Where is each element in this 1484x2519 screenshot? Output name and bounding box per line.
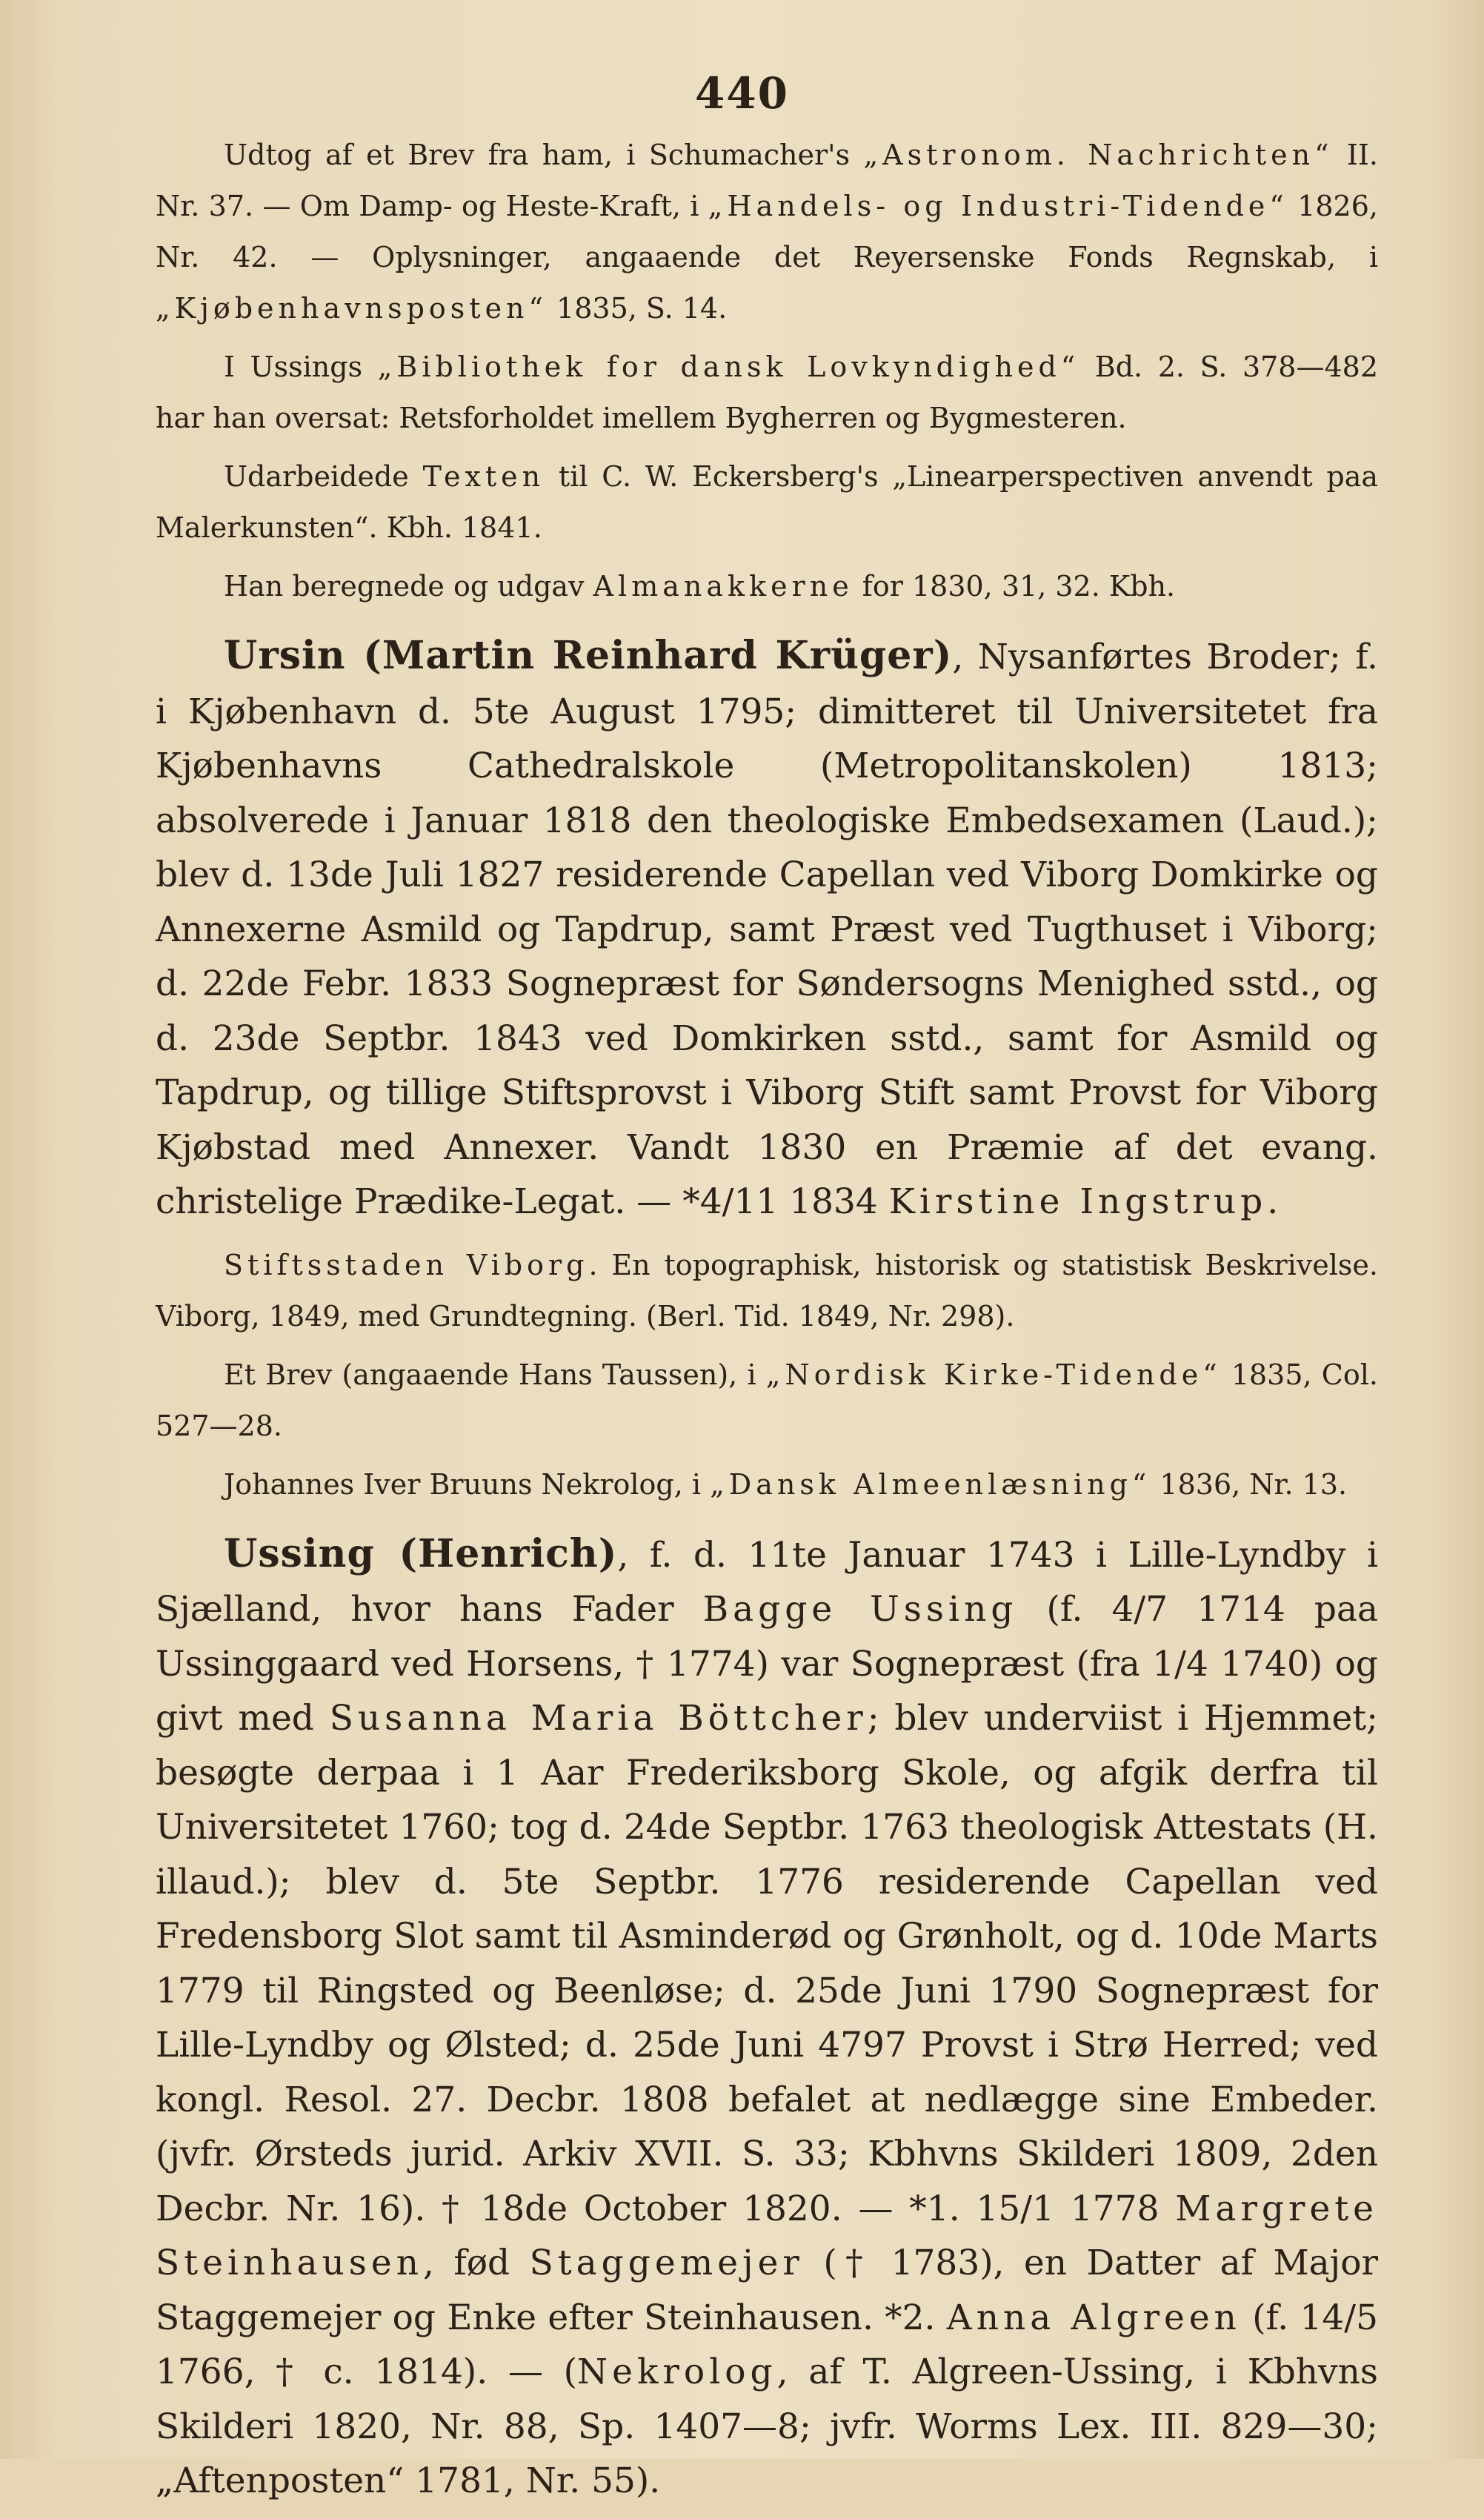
page-body xyxy=(156,130,1378,2519)
spaced-title: „Nordisk Kirke-Tidende“ xyxy=(765,1358,1222,1391)
entry-paragraph xyxy=(156,628,1378,1229)
text-run: Bd. 2. S. 378—482 har han oversat: Retsforholdet imellem Bygherren og Bygmesteren. xyxy=(156,351,1379,434)
text-run: Udtog af et Brev fra ham, i Schumacher's xyxy=(224,139,864,171)
text-run: Johannes Iver Bruuns Nekrolog, i xyxy=(224,1467,711,1501)
paragraph xyxy=(156,561,1378,612)
father-name: Bagge Ussing xyxy=(702,1589,1018,1630)
entry-headword: Ursin (Martin Reinhard Krüger) xyxy=(224,633,953,678)
nekrolog-label: Nekrolog xyxy=(577,2352,777,2392)
text-run: Han beregnede og udgav xyxy=(224,570,593,603)
text-run: II. Nr. 37. — Om Damp- og Heste-Kraft, i xyxy=(156,139,1378,222)
spouse-name: Margrete Steinhausen xyxy=(156,2188,1378,2283)
spaced-title: „Bibliothek for dansk Lovkyndighed“ xyxy=(377,351,1080,383)
text-run: 1836, Nr. 13. xyxy=(1151,1467,1348,1501)
spaced-title: Almanakkerne xyxy=(593,570,854,603)
spaced-title: „Astronom. Nachrichten“ xyxy=(863,139,1334,171)
spaced-title: „Handels- og Industri-Tidende“ xyxy=(708,190,1288,222)
page-number: 440 xyxy=(694,68,790,119)
text-run: til C. W. Eckersberg's „Linearperspectiven anvendt paa Malerkunsten“. Kbh. 1841. xyxy=(156,460,1379,544)
paragraph xyxy=(156,1459,1378,1510)
spouse-name: Kirstine Ingstrup xyxy=(888,1181,1268,1222)
spaced-title: „Kjøbenhavnsposten“ xyxy=(156,292,548,325)
text-run: 1826, Nr. 42. — Oplysninger, angaaende det Reyersenske Fonds Regnskab, i xyxy=(156,190,1378,273)
ussing-entry xyxy=(156,1527,1378,2509)
ursin-entry xyxy=(156,628,1378,1229)
text-run: . En topographisk, historisk og statistisk Beskrivelse. Viborg, 1849, med Grundtegning. (Berl. Tid. 1849, Nr. 298). xyxy=(156,1248,1378,1332)
text-run: Udarbeidede xyxy=(224,460,423,493)
paragraph xyxy=(156,342,1378,444)
entry-paragraph xyxy=(156,1527,1378,2509)
paragraph xyxy=(156,130,1378,334)
spouse-name: Anna Algreen xyxy=(946,2297,1241,2338)
paragraph xyxy=(156,1350,1378,1452)
ursin-works xyxy=(156,1240,1378,1510)
entry-text: , af T. Algreen-Ussing, i Kbhvns Skilderi 1820, Nr. 88, Sp. 1407—8; jvfr. Worms Lex. III. 829—30; „Aftenposten“ 1781, Nr. 55). xyxy=(156,2352,1378,2501)
intro-bibliography xyxy=(156,130,1378,612)
text-run: 1835, Col. 527—28. xyxy=(156,1358,1378,1442)
spaced-title: Texten xyxy=(422,460,545,493)
text-run: for 1830, 31, 32. Kbh. xyxy=(853,570,1176,603)
entry-text: , fød xyxy=(422,2243,530,2283)
text-run: 1835, S. 14. xyxy=(547,292,728,325)
entry-text: , Nysanførtes Broder; f. i Kjøbenhavn d. 5te August 1795; dimitteret til Universitetet fra Kjøbenhavns Cathedralskole (Metropolitanskolen) 1813; absolverede i Januar 1818 den theologiske Embedsexamen (Laud.); blev d. 13de Juli 1827 residerende Capellan ved Viborg Domkirke og Annexerne Asmild og Tapdrup, samt Præst ved Tugthuset i Viborg; d. 22de Febr. 1833 Sognepræst for Søndersogns Menighed sstd., og d. 23de Septbr. 1843 ved Domkirken sstd., samt for Asmild og Tapdrup, og tillige Stiftsprovst i Viborg Stift samt Provst for Viborg Kjøbstad med Annexer. Vandt 1830 en Præmie af det evang. christelige Prædike-Legat. — *4/11 1834 xyxy=(156,637,1378,1222)
mother-name: Susanna Maria Böttcher xyxy=(329,1698,868,1739)
entry-text: (f. 14/5 1766, † c. 1814). — ( xyxy=(156,2297,1378,2392)
spaced-title: Stiftsstaden Viborg xyxy=(224,1248,589,1281)
entry-text: , f. d. 11te Januar 1743 i Lille-Lyndby i Sjælland, hvor hans Fader xyxy=(156,1534,1378,1630)
paragraph xyxy=(156,1240,1378,1342)
entry-text-end: . xyxy=(1267,1181,1279,1222)
spaced-title: „Dansk Almeenlæsning“ xyxy=(710,1467,1151,1501)
text-run: Et Brev (angaaende Hans Taussen), i xyxy=(224,1358,766,1391)
entry-text: ; blev underviist i Hjemmet; besøgte derpaa i 1 Aar Frederiksborg Skole, og afgik derfra til Universitetet 1760; tog d. 24de Septbr. 1763 theologisk Attestats (H. illaud.); blev d. 5te Septbr. 1776 residerende Capellan ved Fredensborg Slot samt til Asminderød og Grønholt, og d. 10de Marts 1779 til Ringsted og Beenløse; d. 25de Juni 1790 Sognepræst for Lille-Lyndby og Ølsted; d. 25de Juni 4797 Provst i Strø Herred; ved kongl. Resol. 27. Decbr. 1808 befalet at nedlægge sine Embeder. (jvfr. Ørsteds jurid. Arkiv XVII. S. 33; Kbhvns Skilderi 1809, 2den Decbr. Nr. 16). † 18de October 1820. — *1. 15/1 1778 xyxy=(156,1698,1378,2229)
entry-text: (f. 4/7 1714 paa Ussinggaard ved Horsens, † 1774) var Sognepræst (fra 1/4 1740) og givt med xyxy=(156,1589,1378,1739)
text-run: I Ussings xyxy=(224,351,378,383)
paragraph xyxy=(156,451,1378,554)
entry-text: († 1783), en Datter af Major Staggemejer og Enke efter Steinhausen. *2. xyxy=(156,2243,1378,2338)
entry-headword: Ussing (Henrich) xyxy=(224,1530,618,1576)
maiden-name: Staggemejer xyxy=(529,2243,804,2283)
